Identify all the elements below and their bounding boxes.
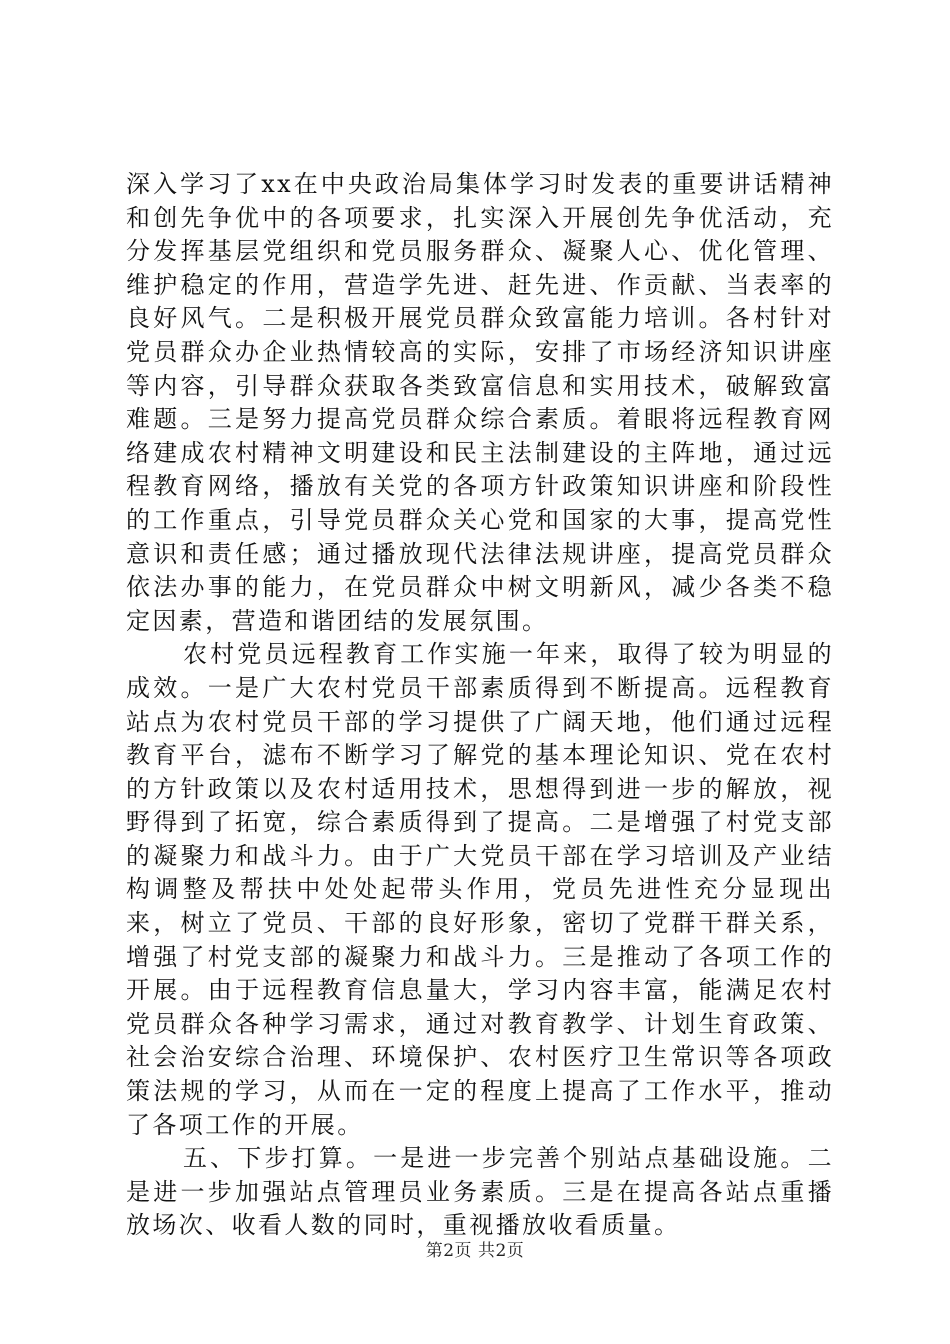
- paragraph-continuation: 深入学习了xx在中央政治局集体学习时发表的重要讲话精神和创先争优中的各项要求，扎实深入开展创先争优活动，充分发挥基层党组织和党员服务群众、凝聚人心、优化管理、维护稳定的作用，营造学先进、赶先进、作贡献、当表率的良好风气。二是积极开展党员群众致富能力培训。各村针对党员群众办企业热情较高的实际，安排了市场经济知识讲座等内容，引导群众获取各类致富信息和实用技术，破解致富难题。三是努力提高党员群众综合素质。着眼将远程教育网络建成农村精神文明建设和民主法制建设的主阵地，通过远程教育网络，播放有关党的各项方针政策知识讲座和阶段性的工作重点，引导党员群众关心党和国家的大事，提高党性意识和责任感；通过播放现代法律法规讲座，提高党员群众依法办事的能力，在党员群众中树文明新风，减少各类不稳定因素，营造和谐团结的发展氛围。: [126, 170, 834, 635]
- document-body: [126, 168, 834, 1243]
- paragraph-achievements: 农村党员远程教育工作实施一年来，取得了较为明显的成效。一是广大农村党员干部素质得到不断提高。远程教育站点为农村党员干部的学习提供了广阔天地，他们通过远程教育平台，滤布不断学习了解党的基本理论知识、党在农村的方针政策以及农村适用技术，思想得到进一步的解放，视野得到了拓宽，综合素质得到了提高。二是增强了村党支部的凝聚力和战斗力。由于广大党员干部在学习培训及产业结构调整及帮扶中处处起带头作用，党员先进性充分显现出来，树立了党员、干部的良好形象，密切了党群干群关系，增强了村党支部的凝聚力和战斗力。三是推动了各项工作的开展。由于远程教育信息量大，学习内容丰富，能满足农村党员群众各种学习需求，通过对教育教学、计划生育政策、社会治安综合治理、环境保护、农村医疗卫生常识等各项政策法规的学习，从而在一定的程度上提高了工作水平，推动了各项工作的开展。: [126, 640, 834, 1139]
- page-footer: 第2页 共2页: [425, 1241, 525, 1261]
- paragraph-next-steps: 五、下步打算。一是进一步完善个别站点基础设施。二是进一步加强站点管理员业务素质。三是在提高各站点重播放场次、收看人数的同时，重视播放收看质量。: [126, 1144, 834, 1240]
